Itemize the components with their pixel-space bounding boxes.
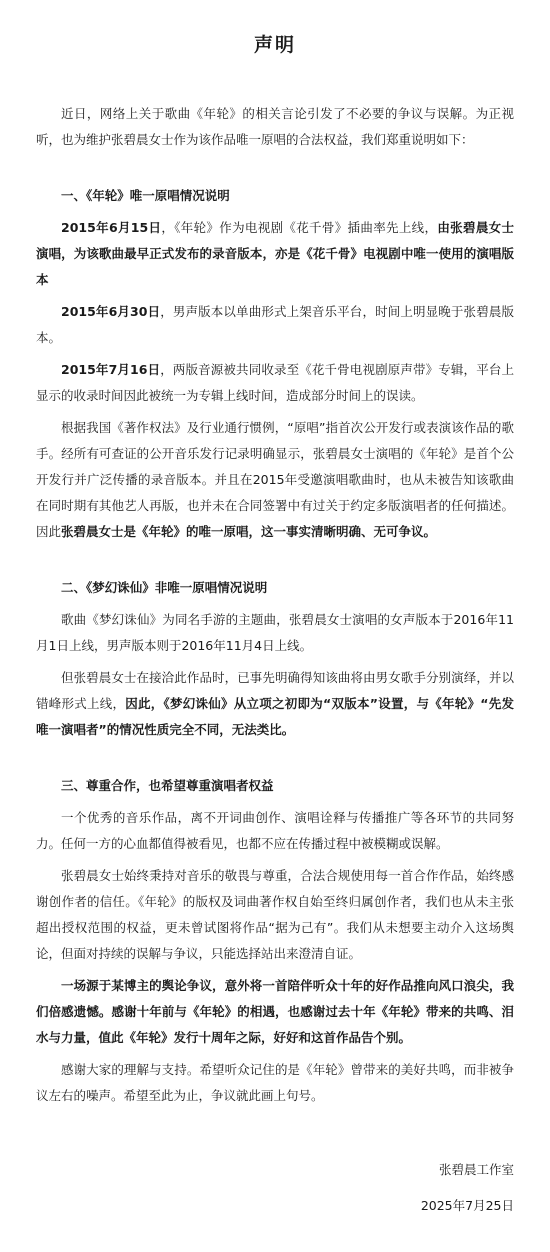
s1-p2-text: ，男声版本以单曲形式上架音乐平台，时间上明显晚于张碧晨版本。	[36, 304, 514, 345]
s3-paragraph-2: 张碧晨女士始终秉持对音乐的敬畏与尊重，合法合规使用每一首合作作品，始终感谢创作者的信任。《年轮》的版权及词曲著作权自始至终归属创作者，我们也从未主张超出授权范围的权益，更未曾试图将作品“据为己有”。我们从未想要主动介入这场舆论，但面对持续的误解与争议，只能选择站出来澄清自证。	[36, 868, 514, 961]
s2-paragraph-2	[36, 665, 514, 743]
s3-paragraph-4: 感谢大家的理解与支持。希望听众记住的是《年轮》曾带来的美好共鸣，而非被争议左右的噪声。希望至此为止，争议就此画上句号。	[36, 1062, 514, 1103]
signature-date: 2025年7月25日	[420, 1198, 514, 1213]
page-title: 声明	[253, 34, 296, 56]
s1-p1-emphasis: 由张碧晨女士演唱，为该歌曲最早正式发布的录音版本，亦是《花千骨》电视剧中唯一使用的演唱版本	[36, 220, 514, 287]
s2-p2-emphasis: 因此，《梦幻诛仙》从立项之初即为“双版本”设置，与《年轮》“先发唯一演唱者”的情况性质完全不同，无法类比。	[36, 696, 514, 737]
section-2-heading: 二、《梦幻诛仙》非唯一原唱情况说明	[61, 580, 268, 595]
s2-p2-text: 但张碧晨女士在接洽此作品时，已事先明确得知该曲将由男女歌手分别演绎，并以错峰形式上线，	[36, 670, 514, 711]
s1-p1-date: 2015年6月15日	[61, 220, 162, 235]
s1-p2-date: 2015年6月30日	[61, 304, 161, 319]
s3-p3-emphasis: 一场源于某博主的舆论争议，意外将一首陪伴听众十年的好作品推向风口浪尖，我们倍感遗憾。感谢十年前与《年轮》的相遇，也感谢过去十年《年轮》带来的共鸣、泪水与力量，值此《年轮》发行十周年之际，好好和这首作品告个别。	[36, 978, 514, 1045]
s1-paragraph-1	[36, 215, 514, 293]
s1-p1-text: ，《年轮》作为电视剧《花千骨》插曲率先上线，	[161, 220, 438, 235]
s2-paragraph-1: 歌曲《梦幻诛仙》为同名手游的主题曲，张碧晨女士演唱的女声版本于2016年11月1日上线，男声版本则于2016年11月4日上线。	[36, 612, 514, 653]
section-3-heading: 三、尊重合作，也希望尊重演唱者权益	[61, 778, 274, 793]
s1-p4-emphasis: 张碧晨女士是《年轮》的唯一原唱，这一事实清晰明确、无可争议。	[61, 524, 437, 539]
s3-paragraph-3	[36, 973, 514, 1051]
signature-org: 张碧晨工作室	[438, 1162, 514, 1177]
s1-paragraph-4	[36, 415, 514, 545]
s1-p3-text: ，两版音源被共同收录至《花千骨电视剧原声带》专辑，平台上显示的收录时间因此被统一为专辑上线时间，造成部分时间上的误读。	[36, 362, 514, 403]
s1-paragraph-3	[36, 357, 514, 409]
s1-p4-text: 根据我国《著作权法》及行业通行惯例，“原唱”指首次公开发行或表演该作品的歌手。经所有可查证的公开音乐发行记录明确显示，张碧晨女士演唱的《年轮》是首个公开发行并广泛传播的录音版本。并且在2015年受邀演唱歌曲时，也从未被告知该歌曲在同时期有其他艺人再版，也并未在合同签署中有过关于约定多版演唱者的任何描述。因此	[36, 420, 514, 539]
s1-p3-date: 2015年7月16日	[61, 362, 161, 377]
s3-paragraph-1: 一个优秀的音乐作品，离不开词曲创作、演唱诠释与传播推广等各环节的共同努力。任何一方的心血都值得被看见，也都不应在传播过程中被模糊或误解。	[36, 810, 514, 851]
intro-paragraph: 近日，网络上关于歌曲《年轮》的相关言论引发了不必要的争议与误解。为正视听，也为维护张碧晨女士作为该作品唯一原唱的合法权益，我们郑重说明如下：	[36, 106, 514, 147]
s1-paragraph-2	[36, 299, 514, 351]
signature-block	[36, 1157, 514, 1219]
section-1-heading: 一、《年轮》唯一原唱情况说明	[61, 188, 230, 203]
